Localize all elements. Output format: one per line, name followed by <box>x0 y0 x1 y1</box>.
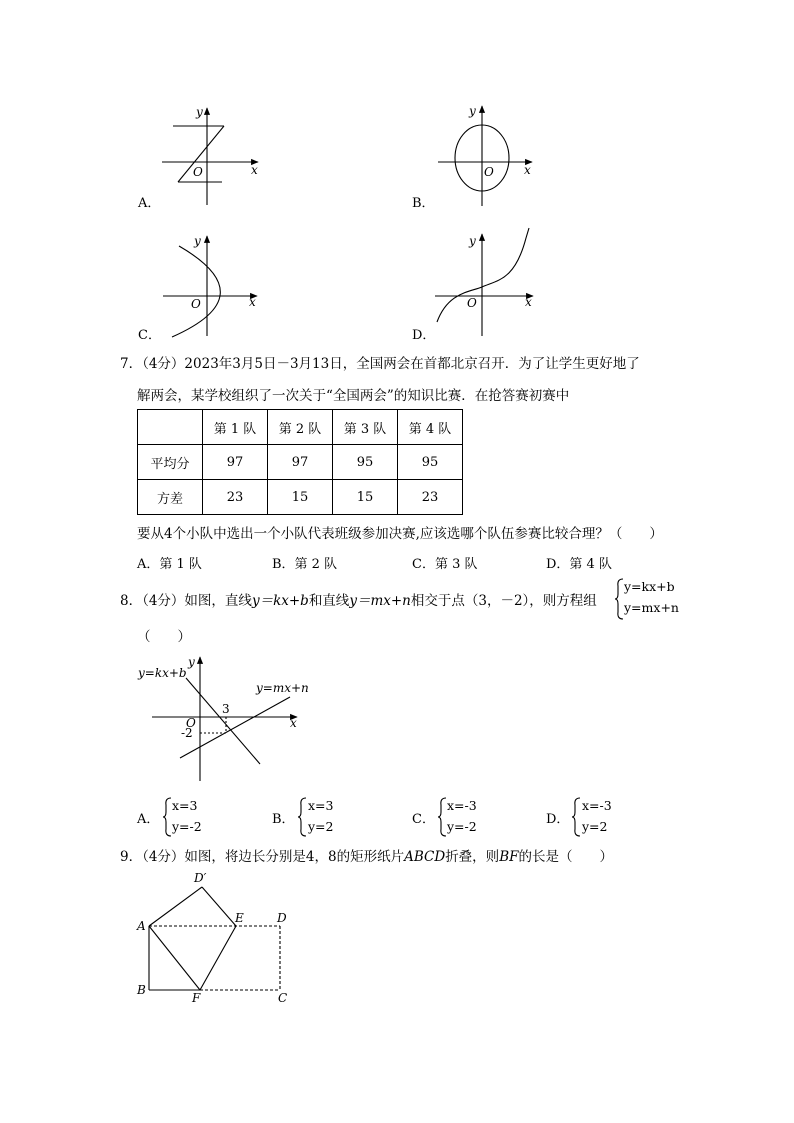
graph-d-x-label: x <box>525 295 532 309</box>
q9-label-d-prime: D′ <box>194 871 207 885</box>
q8-choice-c-bottom: y=-2 <box>447 819 477 834</box>
q8-stem <box>120 589 597 609</box>
q8-fig-origin: O <box>186 716 196 730</box>
q8-choice-b-brace <box>297 797 307 837</box>
q7-question: 要从4个小队中选出一个小队代表班级参加决赛,应该选哪个队伍参赛比较合理？（ ） <box>137 526 663 542</box>
table-row <box>138 480 463 515</box>
q8-choice-c-letter[interactable]: C． <box>412 812 435 827</box>
table-cell: 95 <box>398 445 463 480</box>
graph-b-x-label: x <box>524 163 531 177</box>
table-cell: 97 <box>268 445 333 480</box>
table-cell: 23 <box>203 480 268 515</box>
q9-label-b: B <box>137 983 146 997</box>
q8-fig-y-label: y <box>188 655 195 669</box>
q7-stem-line2: 解两会，某学校组织了一次关于“全国两会”的知识比赛．在抢答赛初赛中 <box>137 388 570 404</box>
q7-choice-c[interactable]: C．第 3 队 <box>412 557 478 572</box>
table-row <box>138 445 463 480</box>
q8-text-a: 8．（4分）如图，直线 <box>120 593 252 609</box>
q9-label-f: F <box>192 991 201 1005</box>
q9-text-a: 9．（4分）如图，将边长分别是4，8的矩形纸片 <box>120 849 405 865</box>
graph-c <box>163 236 257 337</box>
q8-choice-b-bottom: y=2 <box>308 819 334 834</box>
q8-text-c: 相交于点（3，－2），则方程组 <box>410 593 597 609</box>
q8-choice-d-system <box>582 795 612 837</box>
graph-d-origin: O <box>467 296 477 310</box>
table-header-cell <box>138 410 203 445</box>
graph-a-origin: O <box>193 165 203 179</box>
q8-fig-tick-neg2: -2 <box>181 726 193 740</box>
option-b-label: B． <box>412 196 435 211</box>
q8-eq1: y＝kx+b <box>251 593 309 609</box>
q8-choice-d-bottom: y=2 <box>582 819 608 834</box>
q8-choice-b-top: x=3 <box>308 798 334 813</box>
graph-b-origin: O <box>484 165 494 179</box>
graph-c-origin: O <box>191 297 201 311</box>
graph-c-y-label: y <box>194 234 201 248</box>
q8-choice-b-system <box>308 795 334 837</box>
q8-fig-tick-3: 3 <box>222 702 230 716</box>
q8-fig-x-label: x <box>290 716 297 730</box>
table-cell: 15 <box>268 480 333 515</box>
graph-a-y-label: y <box>196 105 203 119</box>
table-cell: 95 <box>333 445 398 480</box>
q8-choice-c-system <box>447 795 477 837</box>
q8-choice-a-bottom: y=-2 <box>172 819 202 834</box>
q7-stem-line1: 7．（4分）2023年3月5日－3月13日，全国两会在首都北京召开．为了让学生更好地了 <box>120 356 640 372</box>
q9-label-d: D <box>277 911 287 925</box>
q8-choice-d-top: x=-3 <box>582 798 612 813</box>
q8-choice-d-brace <box>571 797 581 837</box>
q8-choice-d-letter[interactable]: D． <box>546 812 570 827</box>
graph-a-x-label: x <box>251 163 258 177</box>
q8-figure <box>130 650 320 785</box>
q8-system-top: y=kx+b <box>624 579 675 594</box>
q8-choice-c-brace <box>437 797 447 837</box>
graph-b-y-label: y <box>469 104 476 118</box>
q8-system <box>624 576 679 618</box>
graph-a <box>162 108 258 205</box>
q8-system-brace <box>614 578 624 620</box>
q7-score-table <box>137 409 463 515</box>
graph-c-x-label: x <box>249 295 256 309</box>
table-cell: 方差 <box>138 480 203 515</box>
table-header-cell: 第 2 队 <box>268 410 333 445</box>
option-c-label: C． <box>138 328 161 343</box>
table-header-cell: 第 3 队 <box>333 410 398 445</box>
q9-stem <box>120 845 613 865</box>
graph-b <box>438 106 532 206</box>
q9-label-c: C <box>278 991 288 1005</box>
table-header-cell: 第 4 队 <box>398 410 463 445</box>
q9-label-a: A <box>137 919 146 933</box>
q7-choice-a[interactable]: A．第 1 队 <box>137 557 202 572</box>
graph-d <box>435 228 533 336</box>
q6-graphs <box>0 0 794 350</box>
q9-figure <box>130 868 300 1008</box>
q9-label-e: E <box>235 911 244 925</box>
q8-choice-a-top: x=3 <box>172 798 198 813</box>
q8-choice-a-brace <box>162 797 172 837</box>
graph-d-y-label: y <box>469 234 476 248</box>
q8-choice-c-top: x=-3 <box>447 798 477 813</box>
table-cell: 97 <box>203 445 268 480</box>
q8-choice-b-letter[interactable]: B． <box>272 812 295 827</box>
table-cell: 23 <box>398 480 463 515</box>
q9-text-b: 折叠，则 <box>445 849 500 865</box>
option-d-label: D． <box>412 328 436 343</box>
q7-choice-d[interactable]: D．第 4 队 <box>546 557 612 572</box>
q7-choice-b[interactable]: B．第 2 队 <box>272 557 338 572</box>
table-header-row <box>138 410 463 445</box>
q8-fig-label-kxb: y=kx+b <box>138 666 187 680</box>
table-cell: 15 <box>333 480 398 515</box>
q8-text-b: 和直线 <box>308 593 350 609</box>
q8-choice-a-system <box>172 795 202 837</box>
option-a-label: A． <box>138 196 161 211</box>
table-header-cell: 第 1 队 <box>203 410 268 445</box>
q8-answer-paren: （ ） <box>137 629 191 645</box>
q9-bf: BF <box>499 849 519 865</box>
q8-eq2: y＝mx+n <box>349 593 411 609</box>
q8-fig-label-mxn: y=mx+n <box>256 681 309 695</box>
q8-choice-a-letter[interactable]: A． <box>137 812 160 827</box>
q8-system-bottom: y=mx+n <box>624 600 679 615</box>
q9-text-c: 的长是（ ） <box>518 849 613 865</box>
q9-abcd: ABCD <box>404 849 446 865</box>
table-cell: 平均分 <box>138 445 203 480</box>
